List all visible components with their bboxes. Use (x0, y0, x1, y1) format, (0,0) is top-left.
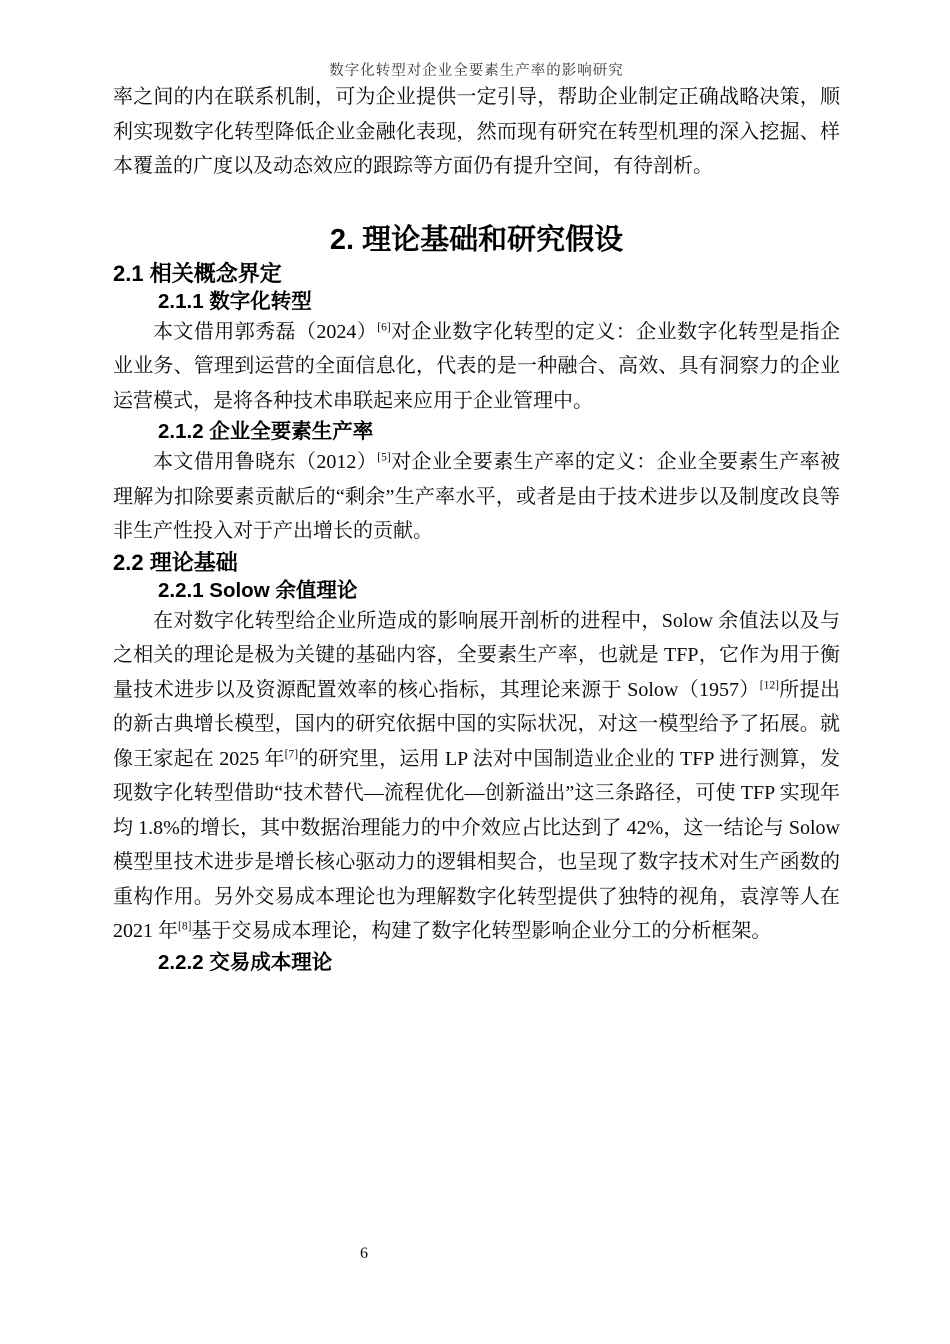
subsection-heading-2-1-2: 2.1.2 企业全要素生产率 (158, 420, 374, 443)
page-number: 6 (360, 1245, 368, 1262)
citation-ref-12: [12] (759, 678, 779, 691)
subsection-heading-2-1-1: 2.1.1 数字化转型 (158, 289, 312, 313)
subsection-heading-2-2-2: 2.2.2 交易成本理论 (158, 950, 333, 974)
running-header-title: 数字化转型对企业全要素生产率的影响研究 (329, 63, 624, 79)
paragraph-2-1-2 (113, 445, 840, 549)
citation-ref-8: [8] (178, 920, 192, 933)
text-run: 对企业全要素生产率的定义：企业全要素生产率被理解为扣除要素贡献后的“剩余”生产率水平，或者是由于技术进步以及制度改良等非生产性投入对于产出增长的贡献。 (113, 451, 841, 542)
citation-ref-7: [7] (284, 747, 299, 760)
paragraph-2-1-1 (113, 315, 840, 419)
text-run: 对企业数字化转型的定义：企业数字化转型是指企业业务、管理到运营的全面信息化，代表的是一种融合、高效、具有洞察力的企业运营模式，是将各种技术串联起来应用于企业管理中。 (113, 320, 841, 412)
subsection-heading-2-2-1: 2.2.1 Solow 余值理论 (158, 578, 358, 602)
text-run: 所提出的新古典增长模型，国内的研究依据中国的实际状况，对这一模型给予了拓展。就像王家起在 2025 年 (113, 678, 841, 770)
paragraph-2-2-1 (113, 604, 840, 949)
citation-ref-6: [6] (377, 320, 391, 333)
text-run: 基于交易成本理论，构建了数字化转型影响企业分工的分析框架。 (191, 920, 772, 942)
intro-paragraph: 率之间的内在联系机制，可为企业提供一定引导，帮助企业制定正确战略决策，顺利实现数字化转型降低企业金融化表现，然而现有研究在转型机理的深入挖掘、样本覆盖的广度以及动态效应的跟踪等方面仍有提升空间，有待剖析。 (113, 86, 840, 177)
page-content (113, 0, 840, 976)
text-run: 在对数字化转型给企业所造成的影响展开剖析的进程中，Solow 余值法以及与之相关的理论是极为关键的基础内容，全要素生产率，也就是 TFP，它作为用于衡量技术进步以及资源配置效率的核心指标，其理论来源于 Solow（1957） (113, 609, 840, 701)
text-run: 本文借用郭秀磊（2024） (153, 320, 378, 343)
section-heading-2-2: 2.2 理论基础 (113, 549, 238, 575)
chapter-heading: 2. 理论基础和研究假设 (329, 223, 624, 256)
text-run: 的研究里，运用 LP 法对中国制造业企业的 TFP 进行测算，发现数字化转型借助“技术替代—流程优化—创新溢出”这三条路径，可使 TFP 实现年均 1.8%的增长，其中数据治理能力的中介效应占比达到了 42%，这一结论与 Solow 模型里技术进步是增长核心驱动力的逻辑相契合，也呈现了数字技术对生产函数的重构作用。另外交易成本理论也为理解数字化转型提供了独特的视角，袁淳等人在 2021 年 (113, 747, 841, 942)
citation-ref-5: [5] (377, 451, 391, 464)
section-heading-2-1: 2.1 相关概念界定 (113, 260, 282, 286)
text-run: 本文借用鲁晓东（2012） (153, 451, 378, 473)
